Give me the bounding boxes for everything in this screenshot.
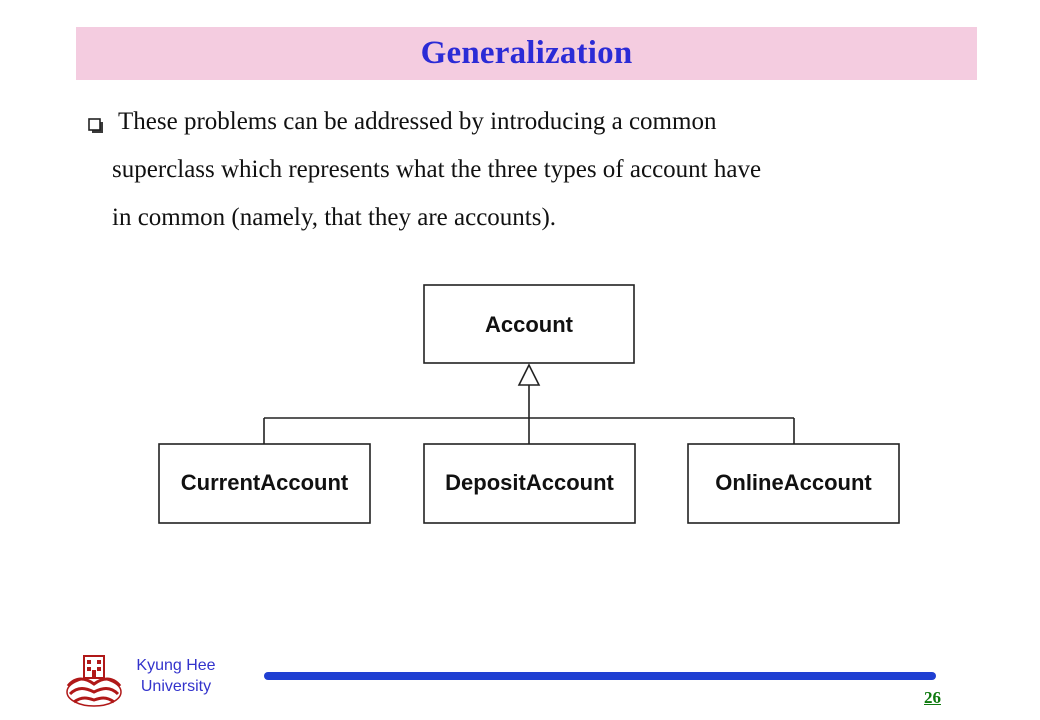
university-name xyxy=(116,655,236,697)
generalization-arrow-icon xyxy=(519,365,539,385)
superclass-label: Account xyxy=(485,312,573,337)
bullet-line-3: in common (namely, that they are accounts). xyxy=(112,204,557,231)
university-name-line1: Kyung Hee xyxy=(136,657,216,674)
subclass-label-online: OnlineAccount xyxy=(715,470,872,495)
bullet-line-2: superclass which represents what the three types of account have xyxy=(112,156,762,183)
subclass-label-deposit: DepositAccount xyxy=(445,470,614,495)
page-number: 26 xyxy=(924,688,941,707)
bullet-line-1: These problems can be addressed by introducing a common xyxy=(118,108,717,135)
university-name-line2: University xyxy=(140,678,212,695)
subclass-label-current: CurrentAccount xyxy=(180,470,349,495)
footer-divider xyxy=(264,672,936,680)
kyung-hee-emblem-icon xyxy=(64,652,124,708)
slide-title: Generalization xyxy=(420,35,633,71)
